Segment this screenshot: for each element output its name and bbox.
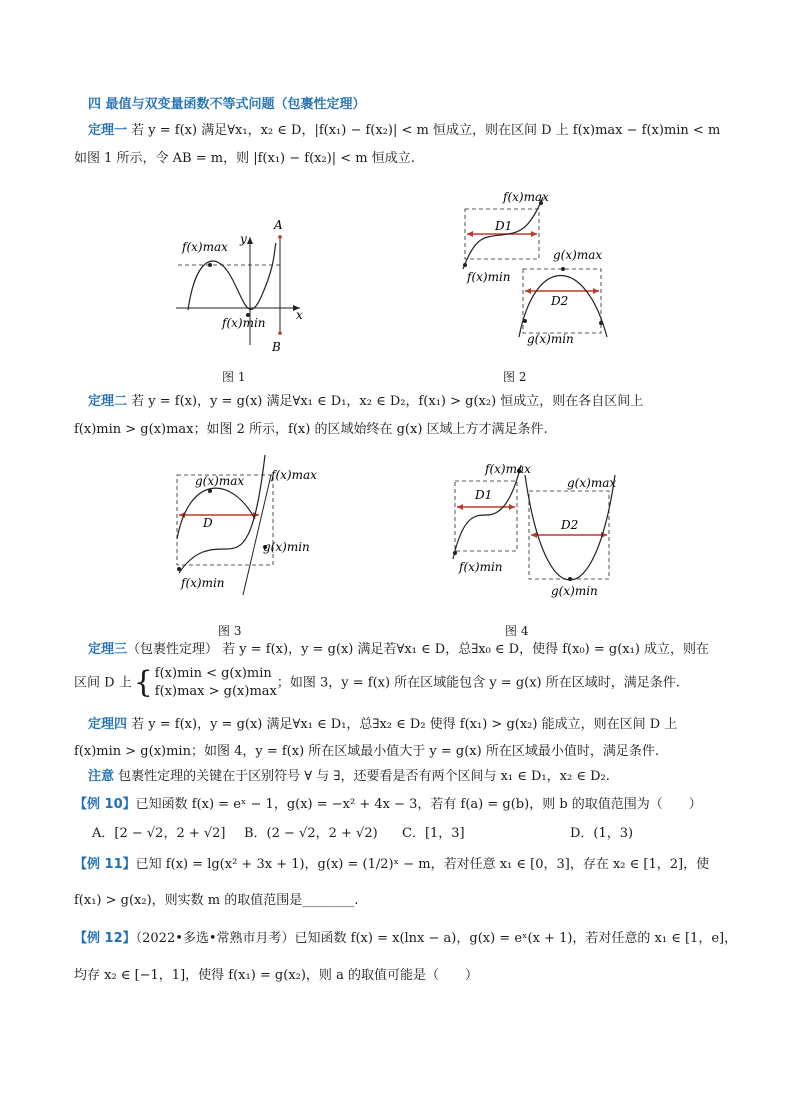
figure2-caption: 图 2 xyxy=(503,370,527,384)
theorem3-region: 区间 D 上 xyxy=(74,675,132,691)
theorem3-cond1: f(x)min < g(x)min xyxy=(154,666,272,681)
fig3-fmax-label: f(x)max xyxy=(271,468,317,482)
theorem3-line1 xyxy=(88,641,709,659)
note-line xyxy=(88,768,610,786)
theorem2-label: 定理二 xyxy=(88,394,128,409)
figure-3 xyxy=(165,455,317,595)
figure4-caption: 图 4 xyxy=(505,624,529,638)
fig1-fmax-label: f(x)max xyxy=(182,240,228,254)
theorem3-label: 定理三 xyxy=(88,642,128,657)
example10-option-b: B．(2 − √2，2 + √2) xyxy=(244,826,378,841)
fig2-D1-label: D1 xyxy=(495,219,513,233)
note-text: 包裹性定理的关键在于区别符号 ∀ 与 ∃，还要看是否有两个区间与 x₁ ∈ D₁，x₂ ∈ D₂. xyxy=(118,769,610,784)
figure-4 xyxy=(445,455,620,600)
fig4-D2-label: D2 xyxy=(561,518,579,532)
theorem2-line1 xyxy=(88,393,643,411)
fig2-fmax-label: f(x)max xyxy=(503,190,549,204)
figure1-caption: 图 1 xyxy=(222,370,246,384)
theorem1-line1 xyxy=(88,122,720,140)
fig4-fmin-label: f(x)min xyxy=(459,560,503,574)
fig4-gmin-label: g(x)min xyxy=(551,584,598,598)
example10-option-c: C．[1，3] xyxy=(402,826,465,841)
fig1-fmin-label: f(x)min xyxy=(222,316,266,330)
note-label: 注意 xyxy=(88,769,115,784)
theorem4-line1 xyxy=(88,716,677,734)
example11-line1 xyxy=(74,856,709,874)
example10-option-a: A．[2 − √2，2 + √2] xyxy=(92,826,226,841)
theorem2-line2: f(x)min > g(x)max；如图 2 所示，f(x) 的区域始终在 g(x) 区域上方才满足条件. xyxy=(74,422,548,437)
fig1-A-label: A xyxy=(274,218,283,232)
theorem2-text: 若 y = f(x)，y = g(x) 满足∀x₁ ∈ D₁，x₂ ∈ D₂，f(x₁) > g(x₂) 恒成立，则在各自区间上 xyxy=(131,394,644,409)
fig2-gmax-label: g(x)max xyxy=(553,248,603,262)
fig1-x-label: x xyxy=(296,308,303,322)
section-title: 四 最值与双变量函数不等式问题（包裹性定理） xyxy=(88,97,366,112)
fig2-fmin-label: f(x)min xyxy=(467,270,511,284)
theorem3-conclusion: ；如图 3，y = f(x) 所在区域能包含 y = g(x) 所在区域时，满足条件. xyxy=(276,675,680,691)
example12-line2: 均存 x₂ ∈ [−1，1]，使得 f(x₁) = g(x₂)，则 a 的取值可能是（ ） xyxy=(74,968,478,983)
example11-label: 【例 11】 xyxy=(74,857,136,872)
theorem1-text: 若 y = f(x) 满足∀x₁，x₂ ∈ D，|f(x₁) − f(x₂)| < m 恒成立，则在区间 D 上 f(x)max − f(x)min < m xyxy=(131,123,721,138)
example11-text: 已知 f(x) = lg(x² + 3x + 1)，g(x) = (1/2)ˣ − m，若对任意 x₁ ∈ [0，3]，存在 x₂ ∈ [1，2]，使 xyxy=(135,857,710,872)
fig2-gmin-label: g(x)min xyxy=(527,332,574,346)
example10-label: 【例 10】 xyxy=(74,797,136,812)
example10-text: 已知函数 f(x) = eˣ − 1，g(x) = −x² + 4x − 3，若有 f(a) = g(b)，则 b 的取值范围为（ ） xyxy=(135,797,702,812)
theorem3-cond2: f(x)max > g(x)max xyxy=(154,684,277,699)
theorem1-line2: 如图 1 所示，令 AB = m，则 |f(x₁) − f(x₂)| < m 恒成立. xyxy=(74,151,415,166)
fig3-gmax-label: g(x)max xyxy=(195,474,245,488)
fig4-gmax-label: g(x)max xyxy=(567,476,617,490)
figure-1 xyxy=(170,215,320,355)
theorem3-line2: 区间 D 上{ f(x)min < g(x)min f(x)max > g(x)max ；如图 3，y = f(x) 所在区域能包含 y = g(x) 所在区域时，满足条件. xyxy=(74,665,680,700)
fig3-fmin-label: f(x)min xyxy=(181,576,225,590)
theorem1-label: 定理一 xyxy=(88,123,128,138)
theorem4-line2: f(x)min > g(x)min；如图 4，y = f(x) 所在区域最小值大于 y = g(x) 所在区域最小值时，满足条件. xyxy=(74,744,659,759)
fig3-D-label: D xyxy=(203,516,213,530)
figure-2 xyxy=(455,185,615,350)
figure3-caption: 图 3 xyxy=(218,624,242,638)
example11-line2: f(x₁) > g(x₂)，则实数 m 的取值范围是________. xyxy=(74,893,359,908)
example10-line xyxy=(74,796,702,814)
theorem4-text: 若 y = f(x)，y = g(x) 满足∀x₁ ∈ D₁，总∃x₂ ∈ D₂ 使得 f(x₁) > g(x₂) 能成立，则在区间 D 上 xyxy=(131,717,678,732)
fig4-D1-label: D1 xyxy=(475,488,493,502)
example12-text: （2022•多选•常熟市月考）已知函数 f(x) = x(lnx − a)，g(x) = eˣ(x + 1)，若对任意的 x₁ ∈ [1，e]， xyxy=(135,931,738,946)
fig1-y-label: y xyxy=(240,232,247,246)
example12-label: 【例 12】 xyxy=(74,931,136,946)
fig1-B-label: B xyxy=(272,340,281,354)
theorem4-label: 定理四 xyxy=(88,717,128,732)
example10-option-d: D．(1，3) xyxy=(570,826,634,841)
theorem3-text: （包裹性定理） 若 y = f(x)，y = g(x) 满足若∀x₁ ∈ D，总∃x₀ ∈ D，使得 f(x₀) = g(x₁) 成立，则在 xyxy=(127,642,710,657)
fig4-fmax-label: f(x)max xyxy=(485,462,531,476)
fig2-D2-label: D2 xyxy=(551,294,569,308)
fig3-gmin-label: g(x)min xyxy=(263,540,310,554)
example12-line1 xyxy=(74,930,737,948)
